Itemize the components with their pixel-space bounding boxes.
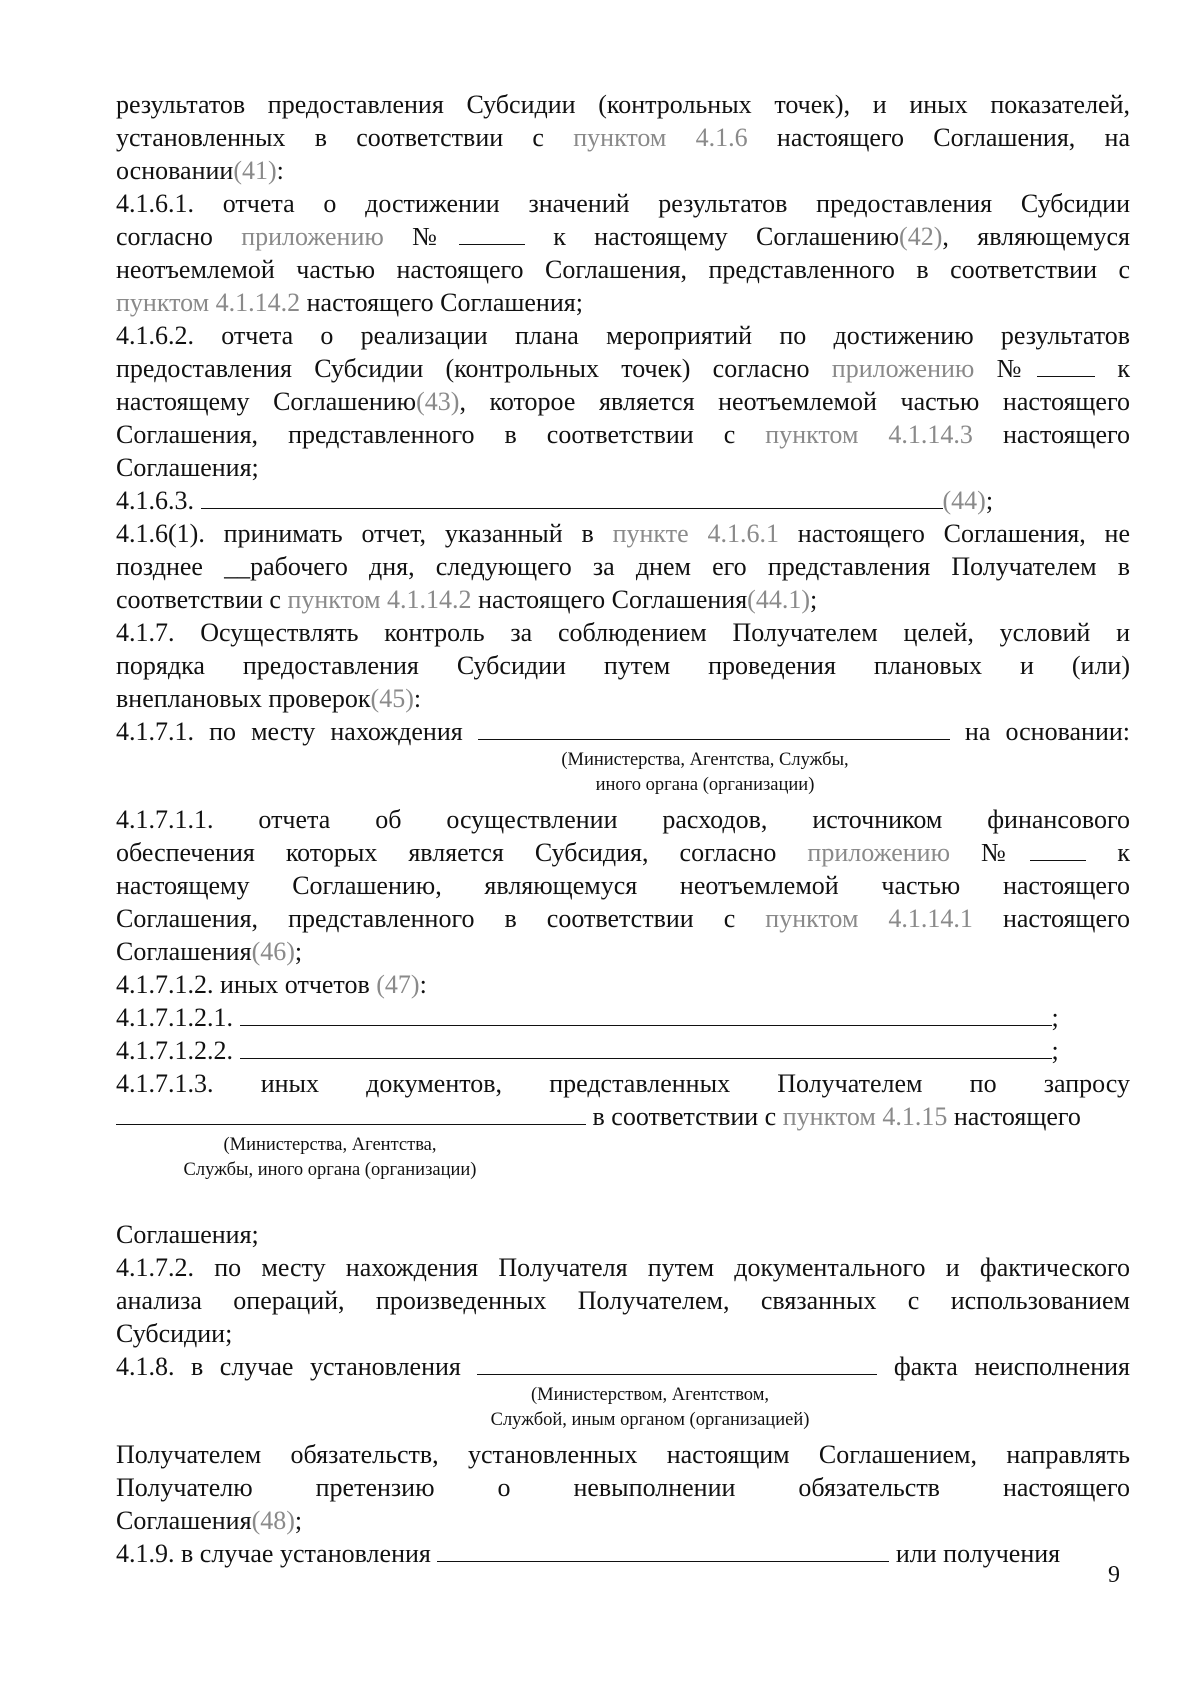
- clause-reference[interactable]: пунктом 4.1.15: [782, 1102, 948, 1131]
- clause-reference[interactable]: пунктом 4.1.14.2: [287, 585, 472, 614]
- text-line: пунктом 4.1.14.2 настоящего Соглашения;: [116, 288, 583, 317]
- text-line: 4.1.7.1.2.2. ;: [116, 1036, 1059, 1065]
- text-line: настоящему Соглашению(43), которое является неотъемлемой частью настоящего: [116, 387, 1130, 416]
- text-line: Соглашения(46);: [116, 937, 303, 966]
- text-line: порядка предоставления Субсидии путем проведения плановых и (или): [116, 651, 1130, 680]
- fill-in-blank: [459, 222, 525, 245]
- appendix-reference[interactable]: приложению: [831, 354, 975, 383]
- fill-in-blank: [240, 1003, 1052, 1026]
- fill-in-blank: [437, 1539, 889, 1562]
- fill-in-blank: [477, 1352, 877, 1375]
- page-number: 9: [1108, 1562, 1120, 1588]
- text-line: 4.1.7.1.3. иных документов, представленных Получателем по запросу: [116, 1069, 1130, 1098]
- text-line: 4.1.7.1.2.1. ;: [116, 1003, 1059, 1032]
- text-line: настоящему Соглашению, являющемуся неотъемлемой частью настоящего: [116, 871, 1130, 900]
- footnote-reference[interactable]: (45): [370, 684, 414, 713]
- text-line: Получателем обязательств, установленных настоящим Соглашением, направлять: [116, 1440, 1130, 1469]
- footnote-reference[interactable]: (44.1): [747, 585, 810, 614]
- footnote-reference[interactable]: (47): [376, 970, 420, 999]
- fill-in-blank: [1037, 354, 1095, 377]
- text-line: 4.1.7.1.1. отчета об осуществлении расходов, источником финансового: [116, 805, 1130, 834]
- text-line: 4.1.6.3. (44);: [116, 486, 994, 515]
- text-line: установленных в соответствии с пунктом 4.1.6 настоящего Соглашения, на: [116, 123, 1131, 152]
- text-line: 4.1.7.2. по месту нахождения Получателя путем документального и фактического: [116, 1253, 1130, 1282]
- text-line: 4.1.6.1. отчета о достижении значений результатов предоставления Субсидии: [116, 189, 1130, 218]
- text-line: Соглашения(48);: [116, 1506, 303, 1535]
- text-line: 4.1.6(1). принимать отчет, указанный в пункте 4.1.6.1 настоящего Соглашения, не: [116, 519, 1130, 548]
- text-line: предоставления Субсидии (контрольных точек) согласно приложению № к: [116, 354, 1131, 383]
- field-caption: (Министерства, Агентства,: [223, 1135, 437, 1155]
- text-line: 4.1.9. в случае установления или получения: [116, 1539, 1061, 1568]
- clause-reference[interactable]: пунктом 4.1.14.1: [765, 904, 973, 933]
- footnote-reference[interactable]: (48): [251, 1506, 295, 1535]
- fill-in-blank: [116, 1102, 586, 1125]
- text-line: Соглашения;: [116, 453, 259, 482]
- fill-in-blank: [478, 717, 950, 740]
- appendix-reference[interactable]: приложению: [241, 222, 384, 251]
- footnote-reference[interactable]: (42): [899, 222, 943, 251]
- text-line: Получателю претензию о невыполнении обязательств настоящего: [116, 1473, 1130, 1502]
- clause-reference[interactable]: пунктом 4.1.14.2: [116, 288, 301, 317]
- text-line: результатов предоставления Субсидии (контрольных точек), и иных показателей,: [116, 90, 1130, 119]
- text-line: согласно приложению № к настоящему Соглашению(42), являющемуся: [116, 222, 1130, 251]
- text-line: соответствии с пунктом 4.1.14.2 настоящего Соглашения(44.1);: [116, 585, 818, 614]
- text-line: анализа операций, произведенных Получателем, связанных с использованием: [116, 1286, 1130, 1315]
- field-caption: Службой, иным органом (организацией): [490, 1410, 810, 1430]
- footnote-reference[interactable]: (43): [416, 387, 460, 416]
- text-line: Соглашения;: [116, 1220, 259, 1249]
- text-line: 4.1.6.2. отчета о реализации плана мероприятий по достижению результатов: [116, 321, 1130, 350]
- fill-in-blank: [1030, 838, 1086, 861]
- text-line: 4.1.7. Осуществлять контроль за соблюдением Получателем целей, условий и: [116, 618, 1130, 647]
- text-line: позднее __рабочего дня, следующего за днем его представления Получателем в: [116, 552, 1130, 581]
- field-caption: иного органа (организации): [595, 775, 815, 795]
- clause-reference[interactable]: пункте 4.1.6.1: [612, 519, 779, 548]
- clause-reference[interactable]: пунктом 4.1.6: [573, 123, 748, 152]
- text-line: основании(41):: [116, 156, 284, 185]
- fill-in-blank: [240, 1036, 1052, 1059]
- footnote-reference[interactable]: (44): [942, 486, 986, 515]
- footnote-reference[interactable]: (41): [233, 156, 277, 185]
- text-line: неотъемлемой частью настоящего Соглашения, представленного в соответствии с: [116, 255, 1130, 284]
- field-caption: Службы, иного органа (организации): [183, 1160, 477, 1180]
- text-line: Соглашения, представленного в соответствии с пунктом 4.1.14.1 настоящего: [116, 904, 1131, 933]
- text-line: 4.1.7.1. по месту нахождения на основании:: [116, 717, 1131, 746]
- footnote-reference[interactable]: (46): [251, 937, 295, 966]
- field-caption: (Министерства, Агентства, Службы,: [561, 750, 849, 770]
- appendix-reference[interactable]: приложению: [807, 838, 950, 867]
- text-line: Соглашения, представленного в соответствии с пунктом 4.1.14.3 настоящего: [116, 420, 1131, 449]
- text-line: обеспечения которых является Субсидия, согласно приложению № к: [116, 838, 1131, 867]
- text-line: внеплановых проверок(45):: [116, 684, 422, 713]
- fill-in-blank: [201, 486, 943, 509]
- field-caption: (Министерством, Агентством,: [530, 1385, 770, 1405]
- text-line: Субсидии;: [116, 1319, 233, 1348]
- clause-reference[interactable]: пунктом 4.1.14.3: [765, 420, 973, 449]
- text-line: в соответствии с пунктом 4.1.15 настоящего: [116, 1100, 1130, 1133]
- text-line: 4.1.8. в случае установления факта неисполнения: [116, 1352, 1131, 1381]
- text-line: 4.1.7.1.2. иных отчетов (47):: [116, 970, 427, 999]
